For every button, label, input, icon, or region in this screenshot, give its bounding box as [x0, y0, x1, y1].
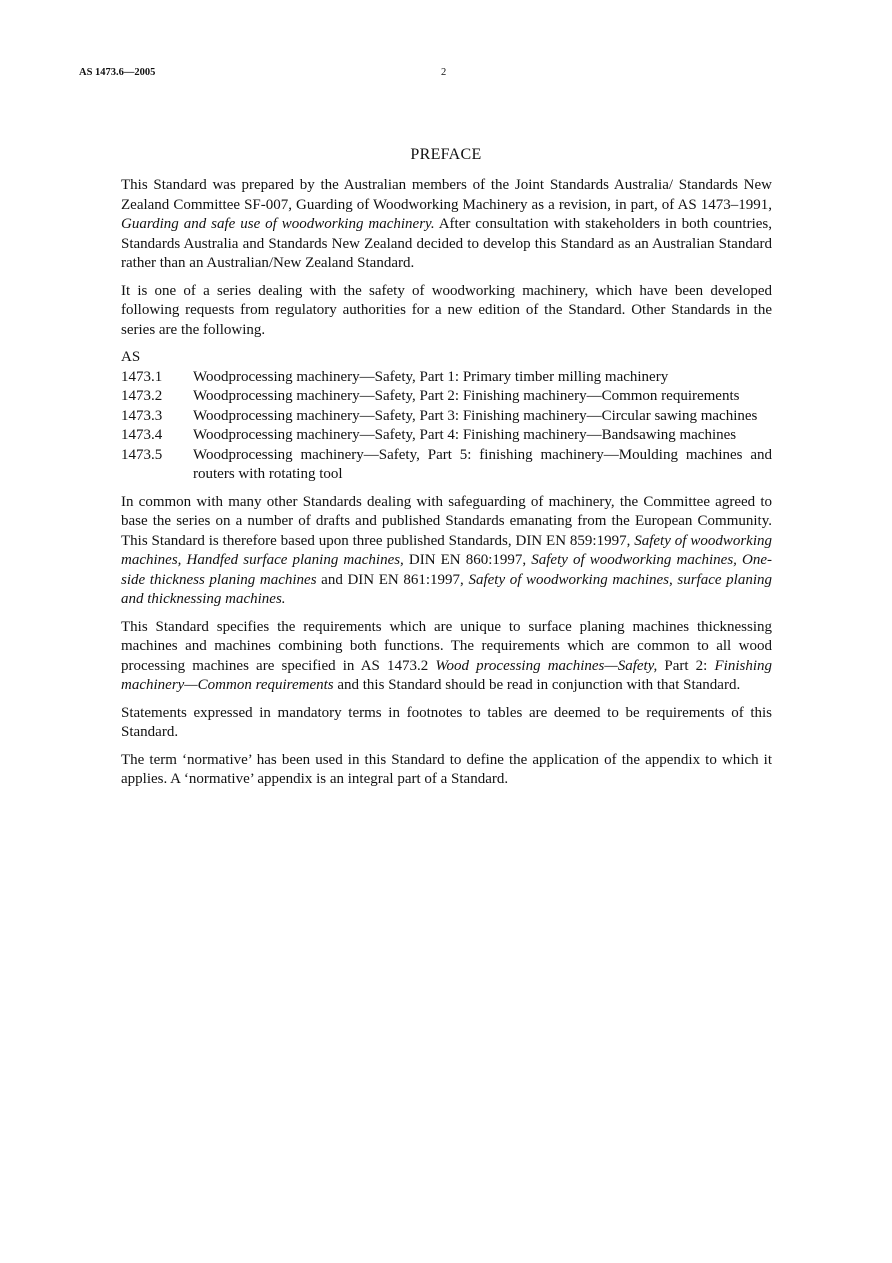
- preface-paragraph-4: [121, 618, 772, 696]
- document-id: AS 1473.6—2005: [79, 67, 156, 78]
- series-item: [121, 368, 772, 388]
- preface-paragraph-2: It is one of a series dealing with the safety of woodworking machinery, which have been developed following requests from regulatory authorities for a new edition of the Standard. Other Standards in the series are the following.: [121, 282, 772, 338]
- series-item: [121, 387, 772, 407]
- preface-paragraph-5: Statements expressed in mandatory terms in footnotes to tables are deemed to be requirements of this Standard.: [121, 704, 772, 740]
- standard-number: 1473.3: [121, 407, 163, 424]
- text-run: In common with many other Standards dealing with safeguarding of machinery, the Committee agreed to base the series on a number of drafts and published Standards emanating from the European Community. This Standard is therefore based upon three published Standards, DIN EN 859:1997,: [121, 493, 772, 549]
- standard-title: Woodprocessing machinery—Safety, Part 3: Finishing machinery—Circular sawing machines: [193, 407, 758, 424]
- standard-number: 1473.4: [121, 427, 163, 443]
- italic-title: Safety of woodworking machines, surface planing and thicknessing machines.: [121, 571, 773, 607]
- preface-paragraph-6: The term ‘normative’ has been used in this Standard to define the application of the appendix to which it applies. A ‘normative’ appendix is an integral part of a Standard.: [121, 751, 772, 787]
- standard-title: Woodprocessing machinery—Safety, Part 4: Finishing machinery—Bandsawing machines: [193, 427, 737, 443]
- preface-body: [121, 176, 772, 798]
- page-header: [79, 67, 769, 87]
- standard-number: 1473.2: [121, 388, 163, 404]
- series-list: [121, 368, 772, 485]
- preface-title: PREFACE: [410, 146, 482, 163]
- standard-number: 1473.5: [121, 446, 163, 463]
- series-item: [121, 426, 772, 446]
- italic-title: Finishing machinery—Common requirements: [121, 657, 772, 693]
- text-run: This Standard was prepared by the Australian members of the Joint Standards Australia/ Standards New Zealand Committee SF-007, Guarding of Woodworking Machinery as a revision, in part, of AS 1473–1991,: [121, 177, 772, 213]
- text-run: Part 2:: [657, 657, 715, 674]
- standard-number: 1473.1: [121, 368, 163, 385]
- text-run: This Standard specifies the requirements which are unique to surface planing machines thicknessing machines and machines combining both functions. The requirements which are common to all wood processing machines are specified in AS 1473.2: [121, 618, 772, 674]
- series-heading: AS: [121, 349, 141, 365]
- italic-title: Safety of woodworking machines, Handfed surface planing machines,: [121, 532, 773, 568]
- page-number: 2: [441, 67, 447, 78]
- text-run: and DIN EN 861:1997,: [316, 571, 469, 588]
- italic-title: Guarding and safe use of woodworking machinery.: [121, 216, 435, 232]
- preface-paragraph-1: [121, 176, 772, 274]
- standard-title: Woodprocessing machinery—Safety, Part 5: finishing machinery—Moulding machines and routers with rotating tool: [193, 446, 772, 482]
- series-item: [121, 446, 772, 485]
- standard-title: Woodprocessing machinery—Safety, Part 1: Primary timber milling machinery: [193, 368, 669, 385]
- text-run: DIN EN 860:1997,: [403, 552, 532, 568]
- italic-title: Wood processing machines—Safety,: [435, 657, 658, 674]
- italic-title: Safety of woodworking machines, One-side thickness planing machines: [121, 552, 772, 588]
- standard-title: Woodprocessing machinery—Safety, Part 2: Finishing machinery—Common requirements: [193, 388, 740, 404]
- series-item: [121, 407, 772, 427]
- text-run: After consultation with stakeholders in both countries, Standards Australia and Standards New Zealand decided to develop this Standard as an Australian Standard rather than an Australian/New Zealand Standard.: [121, 216, 772, 271]
- text-run: and this Standard should be read in conjunction with that Standard.: [333, 677, 741, 693]
- preface-paragraph-3: [121, 493, 772, 610]
